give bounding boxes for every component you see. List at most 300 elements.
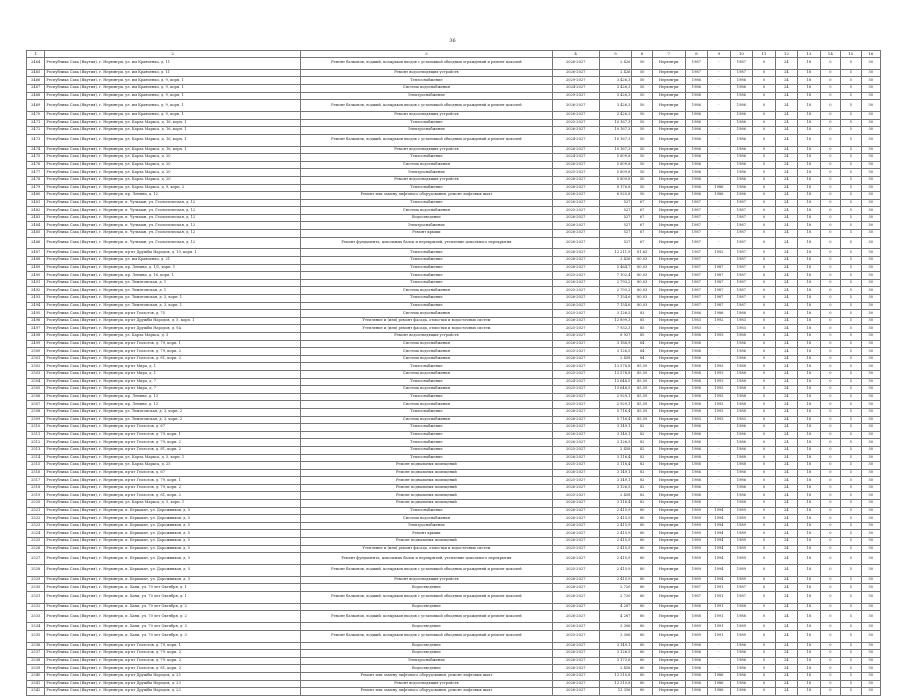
table-cell: 2026-2027: [552, 199, 599, 207]
table-cell: 18: [798, 325, 821, 333]
table-cell: 1992: [708, 317, 731, 325]
table-cell: Ремонт или замену лифтового оборудования, ремонт лифтовых шахт: [301, 672, 553, 680]
table-cell: Теплоснабжение: [301, 295, 553, 303]
table-cell: 50: [861, 680, 880, 688]
table-cell: 1986: [685, 657, 708, 665]
table-cell: 0: [753, 169, 776, 177]
table-cell: 1994: [708, 553, 731, 565]
table-cell: 1989: [730, 530, 753, 538]
table-cell: 0: [820, 310, 840, 318]
table-cell: 80: [632, 680, 652, 688]
table-cell: 2496: [27, 317, 45, 325]
table-cell: Нерюнгри: [652, 176, 685, 184]
table-cell: 1983: [730, 325, 753, 333]
table-cell: Республика Саха (Якутия), г. Нерюнгри, пр-кт Геологов, д. 79, корп. 2: [45, 484, 301, 492]
table-cell: 0: [753, 237, 776, 249]
table-cell: 50: [861, 192, 880, 200]
table-cell: 0: [820, 538, 840, 546]
table-cell: 0: [820, 424, 840, 432]
table-cell: 5: [841, 584, 861, 592]
table-cell: 5: [841, 611, 861, 623]
table-cell: Республика Саха (Якутия), г. Нерюнгри, ул. Тимптонская, д. 1: [45, 279, 301, 287]
table-cell: 0: [753, 333, 776, 341]
table-cell: 2467: [27, 84, 45, 92]
table-cell: 527: [599, 230, 632, 238]
table-cell: Республика Саха (Якутия), г. Нерюнгри, пр-кт Геологов, д. 79, корп. 2: [45, 348, 301, 356]
table-cell: 5: [841, 576, 861, 584]
table-cell: 24: [775, 484, 798, 492]
table-cell: 2025-2027: [552, 325, 599, 333]
table-cell: 24: [775, 408, 798, 416]
table-cell: 2026-2027: [552, 111, 599, 119]
table-cell: 2025-2027: [552, 545, 599, 553]
table-cell: 50: [861, 317, 880, 325]
table-cell: Республика Саха (Якутия), г. Нерюнгри, п. Хани, ул. 70 лет Октября, д. 2: [45, 611, 301, 623]
table-cell: 5: [841, 538, 861, 546]
table-cell: 2494: [27, 302, 45, 310]
table-cell: 1986: [730, 446, 753, 454]
column-number: 13: [798, 51, 821, 58]
table-cell: 0: [820, 522, 840, 530]
table-cell: 80: [632, 584, 652, 592]
table-cell: 2025-2027: [552, 207, 599, 215]
table-cell: 0: [820, 325, 840, 333]
table-cell: Ремонт водоотводящих устройств: [301, 146, 553, 154]
table-cell: 2026-2027: [552, 237, 599, 249]
table-cell: Нерюнгри: [652, 161, 685, 169]
table-cell: 2025-2027: [552, 446, 599, 454]
table-cell: 85,59: [632, 393, 652, 401]
table-cell: 0: [753, 214, 776, 222]
table-cell: 2025-2027: [552, 565, 599, 577]
table-cell: 0: [753, 393, 776, 401]
table-cell: 24: [775, 672, 798, 680]
table-cell: 0: [820, 642, 840, 650]
table-cell: 50: [861, 207, 880, 215]
table-cell: 1987: [730, 257, 753, 265]
table-cell: 1986: [685, 355, 708, 363]
table-cell: Теплоснабжение: [301, 77, 553, 85]
table-row: [27, 92, 881, 100]
table-cell: 1994: [708, 530, 731, 538]
table-cell: 2 458: [599, 665, 632, 673]
table-cell: 2484: [27, 222, 45, 230]
table-cell: -: [708, 176, 731, 184]
table-row: [27, 222, 881, 230]
table-cell: 2 458: [599, 355, 632, 363]
table-cell: Республика Саха (Якутия), г. Нерюнгри, ул. Карла Маркса, д. 20: [45, 161, 301, 169]
table-cell: 0: [820, 146, 840, 154]
table-cell: Республика Саха (Якутия), г. Нерюнгри, пр-кт Геологов, д. 67: [45, 469, 301, 477]
table-cell: 1987: [685, 264, 708, 272]
table-cell: Нерюнгри: [652, 630, 685, 642]
table-cell: 50: [861, 484, 880, 492]
table-cell: 0: [753, 325, 776, 333]
table-cell: 5: [841, 431, 861, 439]
table-row: [27, 127, 881, 135]
table-cell: 1992: [708, 249, 731, 257]
table-cell: Ремонт фундамента, цокольных балок и перекрытий, утепление цокольного перекрытия: [301, 553, 553, 565]
table-cell: 2024-2027: [552, 134, 599, 146]
table-cell: 2026-2027: [552, 530, 599, 538]
table-cell: Нерюнгри: [652, 214, 685, 222]
table-cell: 0: [820, 207, 840, 215]
table-cell: 1986: [685, 100, 708, 112]
table-cell: 85: [632, 317, 652, 325]
table-cell: Ремонт балконов, лоджий, козырьков входов с установкой обходных ограждений и ремонт цоколей: [301, 630, 553, 642]
table-row: [27, 161, 881, 169]
table-cell: 0: [820, 477, 840, 485]
table-cell: Электроснабжение: [301, 657, 553, 665]
table-cell: 2486: [27, 237, 45, 249]
table-cell: 18: [798, 424, 821, 432]
table-cell: 2524: [27, 530, 45, 538]
table-cell: 1986: [685, 134, 708, 146]
table-cell: 1989: [730, 515, 753, 523]
table-cell: 13 310,8: [599, 680, 632, 688]
table-cell: 80: [632, 515, 652, 523]
table-cell: 0: [820, 340, 840, 348]
table-cell: 0: [820, 553, 840, 565]
table-cell: 80,03: [632, 272, 652, 280]
table-cell: 0: [753, 58, 776, 70]
table-cell: Теплоснабжение: [301, 264, 553, 272]
table-cell: 50: [861, 69, 880, 77]
table-cell: 2509: [27, 416, 45, 424]
table-cell: 24: [775, 446, 798, 454]
table-cell: 1986: [685, 146, 708, 154]
table-row: [27, 650, 881, 658]
table-cell: 50: [861, 386, 880, 394]
table-cell: 10 167,3: [599, 119, 632, 127]
table-cell: 24: [775, 553, 798, 565]
table-cell: 18: [798, 484, 821, 492]
table-cell: 24: [775, 522, 798, 530]
table-cell: 1986: [730, 176, 753, 184]
table-cell: -: [708, 348, 731, 356]
table-cell: 1987: [685, 257, 708, 265]
table-cell: 0: [820, 584, 840, 592]
table-cell: 2 415,9: [599, 530, 632, 538]
table-cell: 24: [775, 538, 798, 546]
table-cell: 2 929,1: [599, 393, 632, 401]
table-cell: 0: [820, 530, 840, 538]
table-row: [27, 100, 881, 112]
table-row: [27, 492, 881, 500]
table-cell: 5: [841, 446, 861, 454]
table-row: [27, 370, 881, 378]
table-cell: 1993: [708, 401, 731, 409]
table-cell: 1986: [730, 100, 753, 112]
table-cell: 2469: [27, 100, 45, 112]
table-cell: 5: [841, 58, 861, 70]
table-cell: 18: [798, 584, 821, 592]
table-cell: 2527: [27, 553, 45, 565]
table-cell: 0: [820, 592, 840, 604]
table-cell: 0: [753, 378, 776, 386]
table-cell: 5: [841, 154, 861, 162]
table-cell: 0: [753, 146, 776, 154]
table-cell: Республика Саха (Якутия), г. Нерюнгри, пр. Ленина, д. 16, корп. 1: [45, 272, 301, 280]
table-cell: 5: [841, 325, 861, 333]
table-cell: 82: [632, 462, 652, 470]
table-cell: 24: [775, 58, 798, 70]
table-cell: 0: [753, 134, 776, 146]
table-cell: 50: [632, 169, 652, 177]
table-cell: Республика Саха (Якутия), г. Нерюнгри, ул. Тимптонская, д. 3, корп. 2: [45, 416, 301, 424]
table-cell: 50: [632, 184, 652, 192]
table-cell: 24: [775, 100, 798, 112]
table-cell: 2 415,9: [599, 576, 632, 584]
table-cell: 18: [798, 515, 821, 523]
table-cell: 1986: [730, 688, 753, 696]
table-cell: 0: [753, 363, 776, 371]
column-number: 2: [45, 51, 301, 58]
table-cell: 0: [753, 192, 776, 200]
table-cell: 2521: [27, 507, 45, 515]
table-cell: 1986: [685, 439, 708, 447]
table-cell: 5: [841, 100, 861, 112]
table-cell: 1987: [685, 230, 708, 238]
table-cell: 0: [753, 642, 776, 650]
table-cell: 24: [775, 302, 798, 310]
table-cell: 24: [775, 576, 798, 584]
table-cell: Нерюнгри: [652, 688, 685, 696]
table-cell: 2026-2027: [552, 507, 599, 515]
table-cell: 10 167,3: [599, 134, 632, 146]
table-cell: 18: [798, 192, 821, 200]
table-cell: 18: [798, 507, 821, 515]
table-cell: -: [708, 431, 731, 439]
table-cell: -: [708, 650, 731, 658]
table-cell: 80,03: [632, 264, 652, 272]
table-cell: 50: [861, 688, 880, 696]
table-cell: Теплоснабжение: [301, 249, 553, 257]
table-cell: 18: [798, 287, 821, 295]
table-cell: 50: [861, 611, 880, 623]
table-cell: 0: [820, 469, 840, 477]
table-cell: 2489: [27, 264, 45, 272]
table-cell: Теплоснабжение: [301, 507, 553, 515]
table-cell: 5: [841, 477, 861, 485]
table-cell: 2 793,2: [599, 279, 632, 287]
table-cell: 82: [632, 484, 652, 492]
table-cell: 24: [775, 623, 798, 631]
page-number: 36: [449, 38, 456, 44]
table-cell: -: [708, 454, 731, 462]
table-cell: 1987: [685, 592, 708, 604]
table-cell: 50: [861, 416, 880, 424]
table-cell: 5: [841, 545, 861, 553]
table-cell: 2464: [27, 58, 45, 70]
table-cell: 0: [753, 416, 776, 424]
table-cell: 24: [775, 665, 798, 673]
table-cell: Республика Саха (Якутия), г. Нерюнгри, п. Хани, ул. 70 лет Октября, д. 3: [45, 623, 301, 631]
table-cell: Система водоснабжения: [301, 370, 553, 378]
table-cell: 0: [753, 431, 776, 439]
table-cell: 1986: [685, 642, 708, 650]
table-cell: 5: [841, 507, 861, 515]
table-cell: Республика Саха (Якутия), г. Нерюнгри, ул. Тимптонская, д. 3, корп. 1: [45, 302, 301, 310]
table-row: [27, 688, 881, 696]
table-cell: 0: [820, 462, 840, 470]
table-cell: 80: [632, 507, 652, 515]
table-cell: Теплоснабжение: [301, 184, 553, 192]
table-cell: 1986: [730, 192, 753, 200]
table-cell: 5: [841, 222, 861, 230]
table-cell: 0: [820, 302, 840, 310]
table-cell: Теплоснабжение: [301, 257, 553, 265]
table-cell: 2530: [27, 584, 45, 592]
table-cell: Нерюнгри: [652, 665, 685, 673]
table-cell: 50: [861, 657, 880, 665]
table-cell: 1986: [685, 348, 708, 356]
table-cell: 5: [841, 416, 861, 424]
table-cell: Нерюнгри: [652, 680, 685, 688]
table-cell: Нерюнгри: [652, 264, 685, 272]
table-cell: 80: [632, 672, 652, 680]
table-row: [27, 584, 881, 592]
table-cell: 24: [775, 650, 798, 658]
table-row: [27, 340, 881, 348]
table-cell: 1987: [730, 264, 753, 272]
table-cell: Нерюнгри: [652, 484, 685, 492]
table-cell: -: [708, 642, 731, 650]
table-cell: 80: [632, 545, 652, 553]
table-cell: 13 356: [599, 688, 632, 696]
table-cell: 80: [632, 530, 652, 538]
table-body: [27, 51, 881, 696]
table-cell: -: [708, 169, 731, 177]
table-cell: 0: [753, 500, 776, 508]
table-cell: Республика Саха (Якутия), г. Нерюнгри, ул. им Кравченко, д. 9, корп. 1: [45, 111, 301, 119]
table-cell: 3 426,3: [599, 84, 632, 92]
table-cell: 18: [798, 355, 821, 363]
table-cell: 2026-2027: [552, 393, 599, 401]
table-cell: 5: [841, 207, 861, 215]
table-cell: 18: [798, 333, 821, 341]
table-cell: 5 809,8: [599, 161, 632, 169]
table-cell: 2538: [27, 657, 45, 665]
table-cell: 2468: [27, 92, 45, 100]
table-cell: Водоотведение: [301, 214, 553, 222]
table-cell: 13 578,8: [599, 370, 632, 378]
table-cell: Нерюнгри: [652, 565, 685, 577]
table-cell: 0: [753, 355, 776, 363]
table-cell: 2531: [27, 592, 45, 604]
table-cell: 0: [753, 287, 776, 295]
table-cell: 50: [861, 424, 880, 432]
table-cell: 0: [820, 161, 840, 169]
table-cell: 18: [798, 176, 821, 184]
table-cell: 0: [820, 363, 840, 371]
table-cell: Ремонт крыши: [301, 530, 553, 538]
table-cell: 2026-2027: [552, 424, 599, 432]
table-cell: 2025-2027: [552, 169, 599, 177]
table-cell: 1988: [685, 401, 708, 409]
table-cell: Нерюнгри: [652, 317, 685, 325]
table-cell: 1986: [685, 424, 708, 432]
table-cell: 84: [632, 348, 652, 356]
table-cell: 80: [632, 630, 652, 642]
table-cell: 50: [861, 310, 880, 318]
table-cell: 1989: [685, 623, 708, 631]
table-cell: 67: [632, 230, 652, 238]
table-cell: Нерюнгри: [652, 207, 685, 215]
table-cell: 3 306: [599, 623, 632, 631]
table-cell: 5 716,4: [599, 416, 632, 424]
table-row: [27, 515, 881, 523]
table-cell: 50: [861, 295, 880, 303]
table-cell: 82: [632, 446, 652, 454]
table-cell: 2024-2027: [552, 378, 599, 386]
table-cell: 50: [632, 58, 652, 70]
table-cell: 2026-2027: [552, 657, 599, 665]
table-cell: 1986: [708, 680, 731, 688]
table-cell: 82: [632, 454, 652, 462]
table-cell: Водоотведение: [301, 650, 553, 658]
table-cell: Республика Саха (Якутия), г. Нерюнгри, ул. им Кравченко, д. 11: [45, 58, 301, 70]
table-row: [27, 77, 881, 85]
table-cell: 2541: [27, 680, 45, 688]
header-row: [27, 51, 881, 58]
table-row: [27, 325, 881, 333]
table-cell: 0: [753, 257, 776, 265]
table-cell: 1991: [708, 592, 731, 604]
table-cell: 2491: [27, 279, 45, 287]
table-cell: 50: [861, 100, 880, 112]
table-cell: 2024-2027: [552, 154, 599, 162]
table-cell: 18: [798, 672, 821, 680]
table-cell: 18: [798, 462, 821, 470]
table-cell: 4 287: [599, 611, 632, 623]
table-cell: Республика Саха (Якутия), г. Нерюнгри, п. Чульман, ул. Геологическая, д. 12: [45, 199, 301, 207]
table-cell: 5: [841, 492, 861, 500]
table-cell: 1987: [685, 199, 708, 207]
table-cell: 50: [861, 454, 880, 462]
table-cell: 2532: [27, 603, 45, 611]
table-cell: 3 149,1: [599, 642, 632, 650]
table-cell: Нерюнгри: [652, 657, 685, 665]
table-cell: Ремонт водоотводящих устройств: [301, 333, 553, 341]
table-cell: 50: [861, 446, 880, 454]
table-cell: 1987: [685, 584, 708, 592]
table-cell: 0: [820, 237, 840, 249]
table-cell: Нерюнгри: [652, 184, 685, 192]
table-cell: 0: [820, 84, 840, 92]
table-cell: 18: [798, 454, 821, 462]
table-cell: 1986: [730, 484, 753, 492]
table-cell: 1983: [685, 317, 708, 325]
table-cell: 24: [775, 439, 798, 447]
table-cell: 1987: [730, 287, 753, 295]
table-cell: 0: [820, 214, 840, 222]
table-cell: Теплоснабжение: [301, 154, 553, 162]
table-cell: 80,03: [632, 279, 652, 287]
table-cell: -: [708, 214, 731, 222]
table-cell: 2471: [27, 119, 45, 127]
table-cell: 85: [632, 325, 652, 333]
table-cell: 0: [753, 69, 776, 77]
table-cell: 8 176,8: [599, 184, 632, 192]
table-cell: 24: [775, 84, 798, 92]
table-cell: 18: [798, 295, 821, 303]
table-cell: 1991: [708, 623, 731, 631]
table-cell: 1988: [685, 611, 708, 623]
table-cell: 5: [841, 672, 861, 680]
table-cell: 1988: [730, 462, 753, 470]
column-number: 8: [685, 51, 708, 58]
